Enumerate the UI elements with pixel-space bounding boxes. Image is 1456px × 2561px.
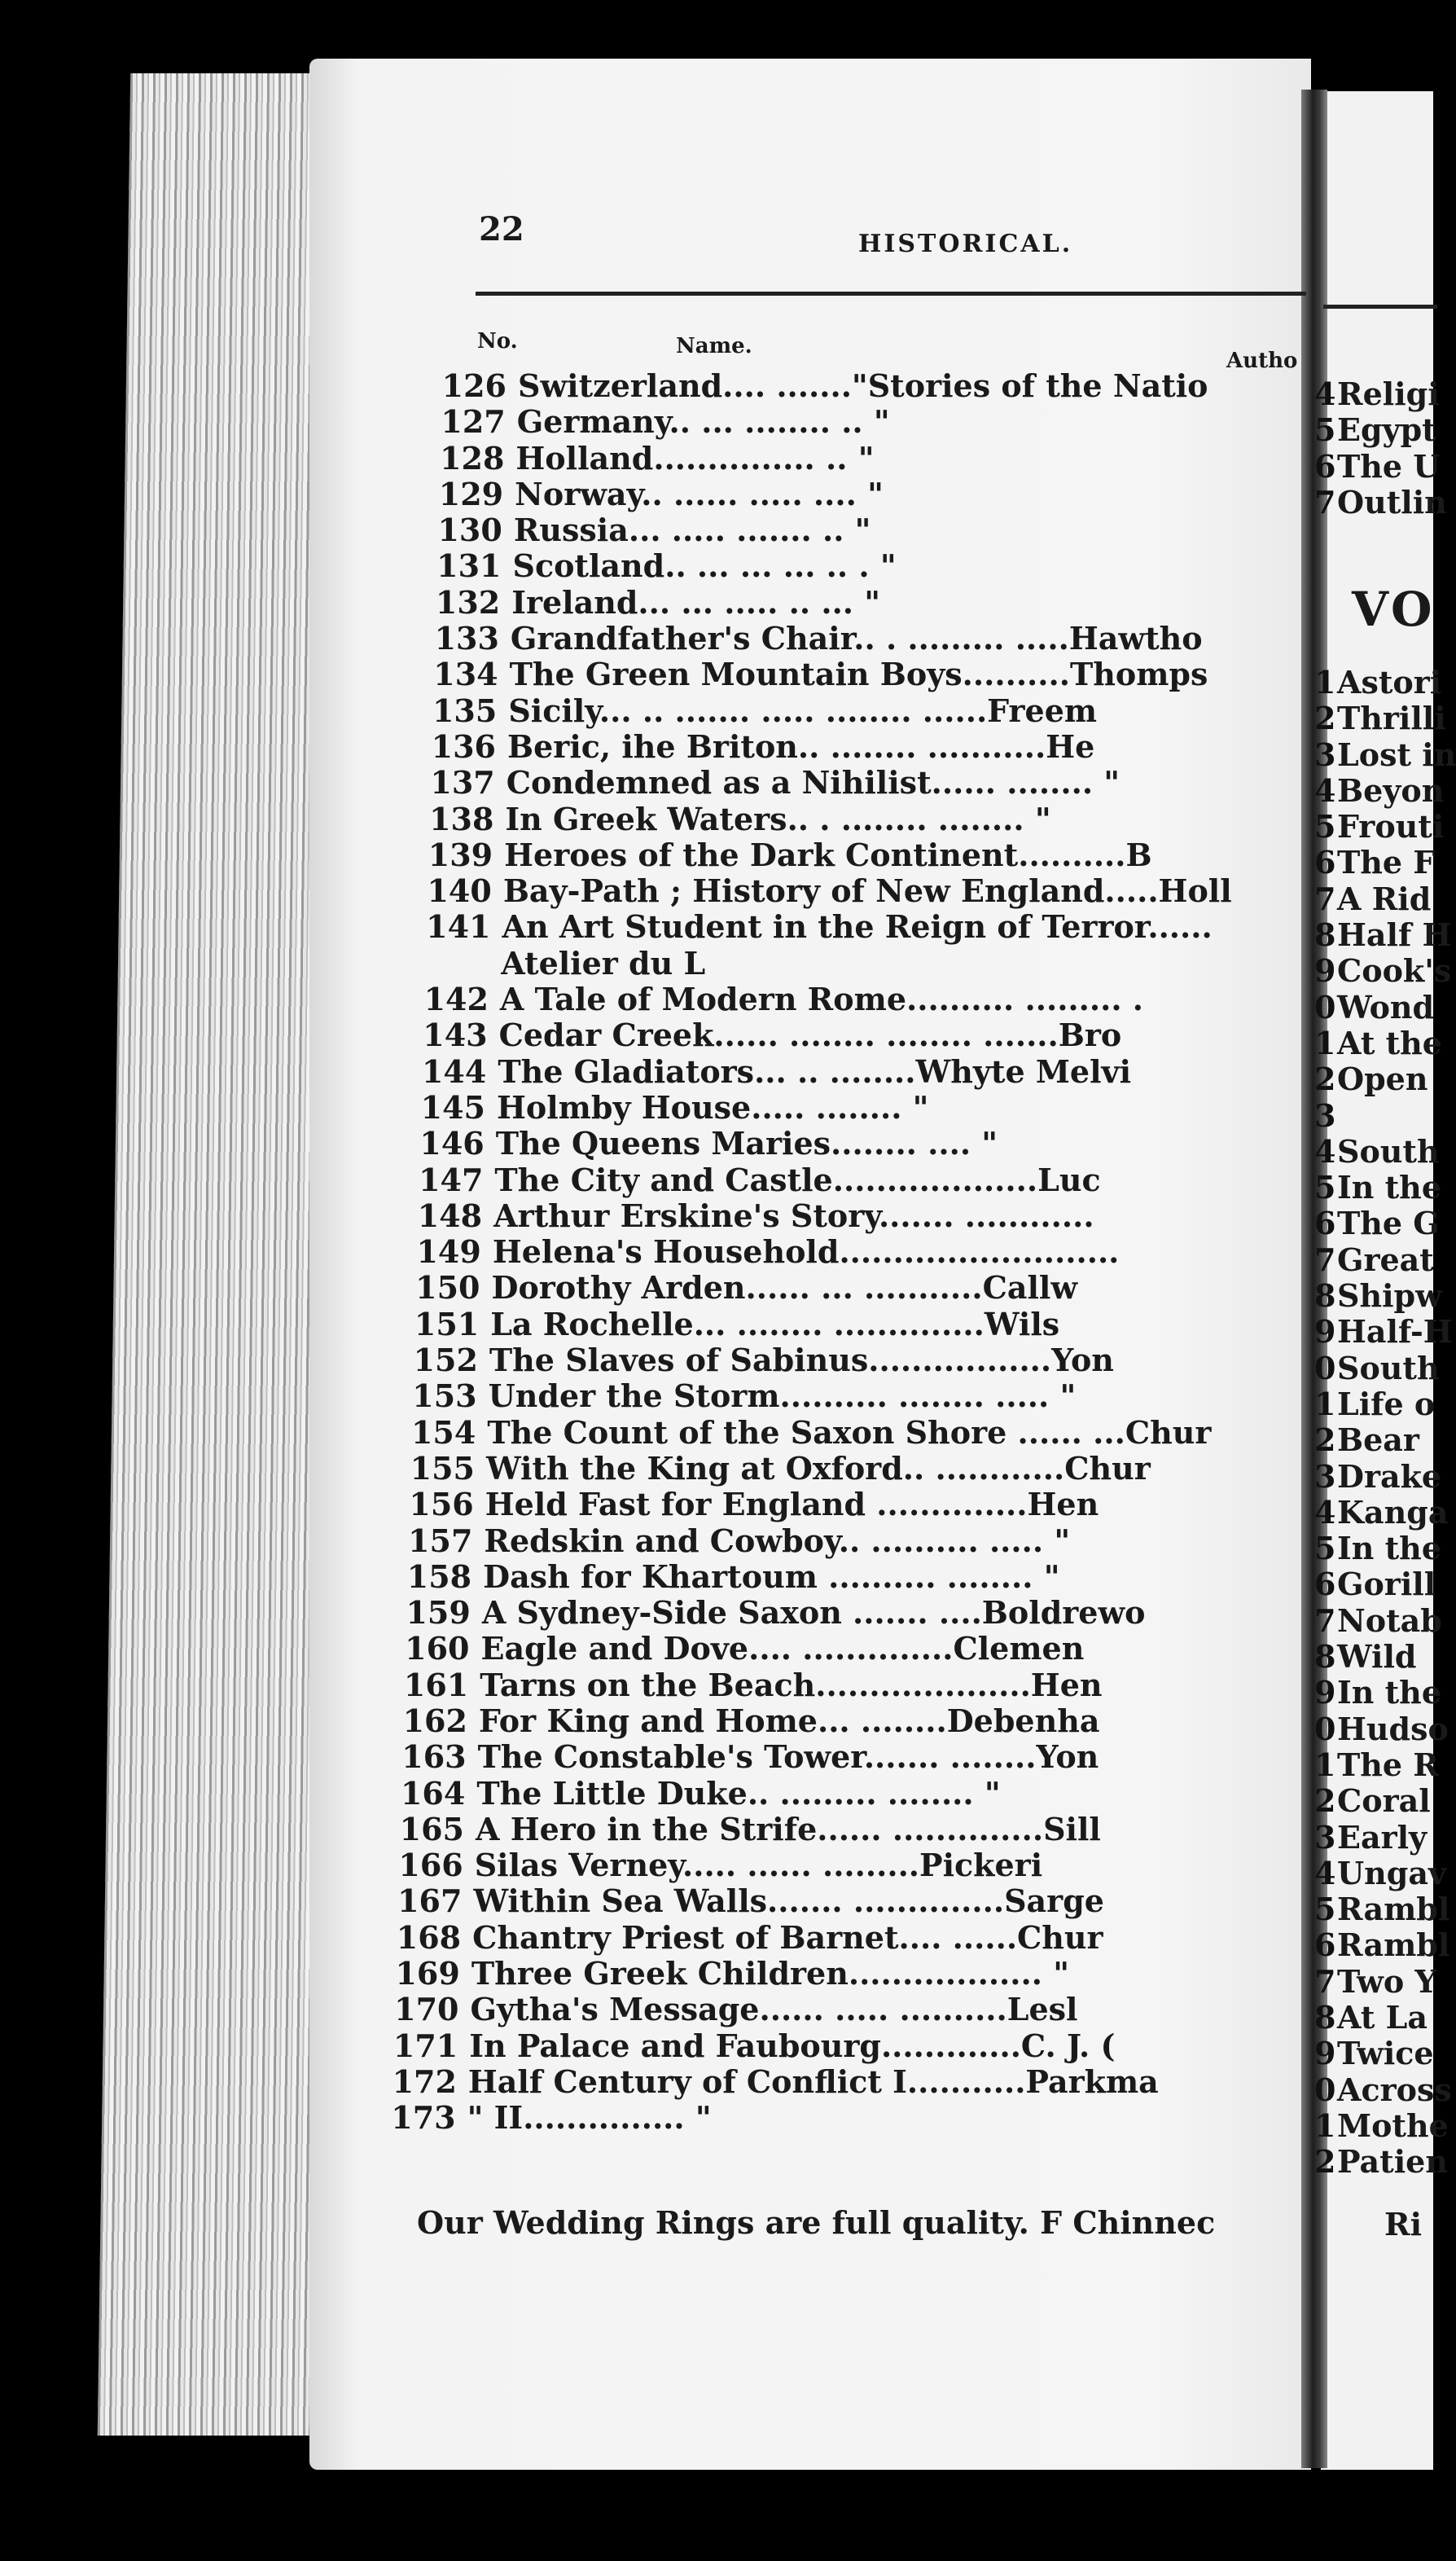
right-entry-title: Hudso — [1337, 1710, 1449, 1747]
entry-title: Helena's Household.......................... — [492, 1233, 1120, 1271]
right-page-entry — [1314, 1820, 1436, 1856]
column-header-name: Name. — [676, 334, 752, 358]
catalog-entry — [382, 1776, 1303, 1812]
catalog-entry — [392, 1451, 1303, 1487]
right-page-entry — [1314, 1530, 1441, 1567]
entry-title: The Gladiators... .. ........Whyte Melvi — [498, 1052, 1132, 1090]
catalog-entry — [410, 837, 1303, 873]
catalog-entry — [373, 2100, 1303, 2136]
right-entry-title: In the — [1337, 1530, 1441, 1567]
entry-number: 168 — [396, 1918, 462, 1956]
right-entry-number: 6 — [1314, 844, 1336, 881]
entry-number: 160 — [405, 1630, 470, 1667]
catalog-entry — [384, 1703, 1303, 1739]
right-page-entry — [1314, 1024, 1442, 1061]
catalog-entry — [385, 1667, 1303, 1703]
entry-title: Three Greek Children.................. " — [471, 1955, 1070, 1992]
entry-title: Eagle and Dove.... ..............Clemen — [480, 1630, 1085, 1667]
entry-title: Redskin and Cowboy.. .......... ..... " — [484, 1522, 1071, 1559]
entry-title: Grandfather's Chair.. . ......... .....Hawtho — [510, 620, 1203, 657]
right-entry-number: 1 — [1314, 1746, 1336, 1783]
entry-title: The Queens Maries........ .... " — [495, 1125, 998, 1162]
entry-number: 170 — [394, 1991, 459, 2028]
header-rule — [476, 292, 1306, 296]
right-entry-number: 3 — [1314, 1457, 1336, 1495]
catalog-entry — [376, 1992, 1304, 2027]
right-entry-title: Early — [1337, 1818, 1427, 1856]
right-entry-number: 9 — [1314, 1313, 1336, 1351]
entry-number: 156 — [409, 1486, 474, 1523]
right-entry-number: 5 — [1314, 1891, 1336, 1928]
right-entry-number: 2 — [1314, 1061, 1336, 1098]
catalog-entry — [419, 512, 1303, 548]
catalog-entry — [387, 1631, 1304, 1667]
right-page-entry — [1314, 664, 1442, 701]
right-entry-number: 4 — [1314, 1132, 1336, 1170]
catalog-entry — [397, 1270, 1304, 1306]
entry-title: Ireland... ... ..... .. ... " — [511, 583, 881, 621]
catalog-entry — [394, 1378, 1303, 1414]
entry-title: Germany.. ... ........ .. " — [516, 403, 890, 441]
right-entry-number: 4 — [1314, 1493, 1336, 1531]
catalog-entry — [409, 873, 1303, 909]
entry-number: 135 — [432, 692, 498, 729]
right-entry-number: 1 — [1314, 1385, 1336, 1422]
right-page-entry — [1314, 771, 1445, 809]
right-entry-title: Kanga — [1337, 1493, 1449, 1531]
right-page-entry — [1314, 916, 1452, 954]
catalog-entry — [381, 1812, 1303, 1847]
catalog-entry — [403, 1054, 1303, 1090]
right-entry-number: 8 — [1314, 1638, 1336, 1676]
catalog-entry — [384, 1739, 1303, 1775]
right-page-entry — [1314, 1854, 1447, 1891]
entry-number: 161 — [403, 1666, 469, 1703]
right-entry-title: Frouti — [1337, 808, 1445, 846]
right-entry-title: Mothe — [1337, 2106, 1449, 2144]
right-page-entry — [1314, 845, 1436, 881]
right-entry-title: Open — [1337, 1061, 1428, 1098]
entry-number: 166 — [398, 1847, 463, 1884]
entry-title: Under the Storm.......... ........ ..... " — [488, 1377, 1077, 1415]
right-entry-title: The G — [1337, 1205, 1440, 1242]
right-entry-number: 3 — [1314, 1096, 1336, 1134]
entry-number: 153 — [412, 1377, 477, 1415]
catalog-entry — [419, 548, 1304, 584]
catalog-entry-list — [391, 367, 1303, 2137]
catalog-entry — [421, 441, 1303, 477]
right-page-entry-list-top — [1314, 376, 1447, 521]
entry-title: Tarns on the Beach....................Hen — [480, 1666, 1103, 1703]
right-entry-title: Astori — [1337, 664, 1442, 701]
right-page-entry — [1314, 1132, 1440, 1170]
right-entry-number: 9 — [1314, 2035, 1336, 2072]
right-entry-number: 0 — [1314, 2071, 1336, 2108]
catalog-entry — [416, 621, 1303, 657]
right-page-entry — [1314, 1639, 1436, 1675]
catalog-entry — [378, 1920, 1303, 1956]
catalog-entry — [412, 765, 1303, 801]
right-entry-title: Thrilli — [1337, 700, 1446, 737]
column-header-author: Autho — [1226, 349, 1298, 373]
right-page-entry — [1314, 1422, 1436, 1458]
catalog-entry — [415, 657, 1303, 692]
entry-title: Dash for Khartoum .......... ........ " — [483, 1557, 1060, 1595]
right-page-entry — [1314, 881, 1436, 917]
right-entry-title: Half-H — [1337, 1313, 1453, 1351]
catalog-entry — [375, 2028, 1303, 2064]
right-entry-title: In the — [1337, 1674, 1441, 1711]
right-entry-number: 7 — [1314, 880, 1336, 917]
right-entry-number: 2 — [1314, 1421, 1336, 1459]
right-page-entry — [1314, 1169, 1441, 1206]
entry-number: 130 — [437, 512, 502, 549]
right-entry-number: 4 — [1314, 771, 1336, 809]
catalog-entry — [410, 802, 1303, 837]
right-entry-title: Gorill — [1337, 1566, 1436, 1603]
right-page-entry — [1314, 1277, 1442, 1315]
entry-title: Switzerland.... ......."Stories of the Natio — [518, 367, 1208, 404]
right-page-entry — [1314, 1313, 1453, 1351]
entry-title: Scotland.. ... ... ... .. . " — [512, 547, 897, 585]
right-entry-title: At the — [1337, 1024, 1442, 1061]
catalog-entry — [408, 909, 1304, 945]
entry-title: Norway.. ...... ..... .... " — [515, 475, 884, 512]
right-page-entry — [1314, 736, 1456, 773]
catalog-entry — [406, 982, 1303, 1017]
entry-title: Sicily... .. ....... ..... ........ ......Freem — [508, 692, 1098, 729]
entry-number: 164 — [400, 1774, 466, 1812]
right-entry-title: Coral — [1337, 1782, 1431, 1820]
entry-title: Silas Verney..... ...... .........Pickeri — [474, 1847, 1043, 1884]
right-entry-title: At La — [1337, 1998, 1427, 2036]
right-page-entry — [1314, 1098, 1436, 1134]
right-entry-number: 1 — [1314, 1024, 1336, 1061]
right-entry-number: 7 — [1314, 1601, 1336, 1639]
entry-title: Beric, ihe Briton.. ........ ...........He — [507, 727, 1095, 765]
right-page-entry — [1314, 2036, 1436, 2071]
entry-title: A Hero in the Strife...... ..............Sill — [476, 1810, 1101, 1847]
catalog-entry — [413, 729, 1303, 765]
entry-title: Holland............... .. " — [515, 439, 875, 477]
entry-title: With the King at Oxford.. ............Chur — [486, 1449, 1151, 1487]
right-entry-number: 0 — [1314, 1710, 1336, 1747]
entry-number: 134 — [433, 656, 498, 693]
entry-number: 138 — [429, 800, 494, 837]
right-entry-title: Ungav — [1337, 1854, 1447, 1891]
right-entry-number: 7 — [1314, 483, 1336, 521]
right-entry-number: 1 — [1314, 664, 1336, 701]
right-page-entry — [1314, 1891, 1450, 1928]
catalog-entry — [389, 1523, 1303, 1559]
right-page-entry — [1314, 1601, 1442, 1639]
catalog-entry — [399, 1198, 1303, 1234]
right-entry-number: 2 — [1314, 1782, 1336, 1820]
right-page-entry — [1314, 1457, 1442, 1495]
right-entry-title: The U — [1337, 447, 1441, 485]
catalog-entry — [402, 1090, 1303, 1126]
entry-title: Within Sea Walls....... ..............Sarge — [473, 1882, 1104, 1920]
entry-number: 128 — [440, 439, 505, 477]
right-page-entry — [1314, 1674, 1441, 1711]
right-entry-number: 2 — [1314, 2143, 1336, 2181]
entry-number: 159 — [406, 1594, 471, 1632]
catalog-entry — [395, 1342, 1303, 1378]
right-entry-number: 6 — [1314, 1926, 1336, 1964]
entry-title: La Rochelle... ........ ..............Wils — [490, 1305, 1060, 1342]
right-entry-title: Half H — [1337, 916, 1452, 954]
entry-number: 149 — [416, 1233, 481, 1271]
catalog-entry — [398, 1234, 1303, 1270]
entry-title: An Art Student in the Reign of Terror...... — [502, 908, 1213, 946]
entry-number: 158 — [406, 1557, 472, 1595]
page-number: 22 — [479, 210, 524, 248]
entry-number: 150 — [415, 1269, 480, 1307]
right-entry-number: 9 — [1314, 952, 1336, 990]
right-entry-title: Bear — [1337, 1421, 1419, 1459]
footer-advertisement: Our Wedding Rings are full quality. F Chinnec — [417, 2204, 1216, 2241]
right-entry-number: 9 — [1314, 1674, 1336, 1711]
right-page-entry — [1314, 1746, 1439, 1783]
entry-number: 136 — [431, 727, 496, 765]
right-entry-number: 3 — [1314, 1818, 1336, 1856]
entry-title: The Slaves of Sabinus.................Yon — [489, 1342, 1114, 1379]
right-entry-number: 1 — [1314, 2106, 1336, 2144]
right-page-entry — [1314, 447, 1441, 485]
entry-title: Cedar Creek...... ........ ........ .......Bro — [498, 1017, 1122, 1054]
right-page-entry — [1314, 1242, 1436, 1278]
right-page-entry — [1314, 412, 1436, 448]
entry-title: Heroes of the Dark Continent..........B — [504, 836, 1152, 873]
entry-number: 173 — [391, 2099, 456, 2137]
catalog-entry — [405, 1017, 1303, 1053]
right-page-entry — [1314, 1493, 1449, 1531]
catalog-entry — [423, 368, 1303, 404]
catalog-entry — [377, 1956, 1303, 1992]
right-entry-number: 8 — [1314, 1277, 1336, 1315]
catalog-entry — [374, 2064, 1303, 2100]
right-page-entry — [1314, 483, 1447, 521]
right-page-entry — [1314, 952, 1452, 990]
entry-title: A Tale of Modern Rome.......... ......... . — [499, 981, 1144, 1018]
catalog-entry — [406, 946, 1303, 982]
entry-number: 142 — [423, 981, 489, 1018]
right-page-footer: Ri — [1384, 2206, 1423, 2243]
entry-number: 148 — [417, 1197, 483, 1234]
column-header-no: No. — [477, 329, 518, 354]
right-entry-title: The R — [1337, 1746, 1439, 1783]
entry-number: 152 — [413, 1342, 478, 1379]
entry-title: Chantry Priest of Barnet.... ......Chur — [472, 1918, 1103, 1956]
entry-number: 154 — [410, 1413, 476, 1451]
running-head: HISTORICAL. — [858, 230, 1073, 258]
right-entry-number: 8 — [1314, 916, 1336, 954]
right-entry-title: Notab — [1337, 1601, 1442, 1639]
right-entry-title: Patien — [1337, 2143, 1448, 2181]
right-page-entry — [1314, 1386, 1436, 1422]
right-entry-number: 6 — [1314, 447, 1336, 485]
right-entry-title: Across — [1337, 2071, 1452, 2108]
right-entry-number: 5 — [1314, 808, 1336, 846]
entry-title: A Sydney-Side Saxon ....... ....Boldrewo — [481, 1594, 1146, 1632]
right-entry-number: 6 — [1314, 1566, 1336, 1603]
entry-title: Bay-Path ; History of New England.....Holl — [502, 872, 1232, 910]
entry-number: 162 — [402, 1702, 467, 1739]
right-page-entry — [1314, 1349, 1440, 1386]
right-page-entry — [1314, 1964, 1436, 2000]
entry-number: 139 — [428, 836, 493, 873]
right-entry-number: 5 — [1314, 1530, 1336, 1567]
catalog-entry — [391, 1487, 1303, 1522]
right-entry-title: Twice — [1337, 2035, 1434, 2072]
right-entry-title: The F — [1337, 844, 1436, 881]
entry-title: The City and Castle...................Luc — [494, 1161, 1101, 1198]
right-entry-number: 6 — [1314, 1205, 1336, 1242]
entry-number: 165 — [399, 1810, 464, 1847]
entry-title: Atelier du L — [501, 944, 706, 982]
right-entry-number: 2 — [1314, 700, 1336, 737]
entry-title: For King and Home... ........Debenha — [478, 1702, 1100, 1739]
right-entry-number: 8 — [1314, 1998, 1336, 2036]
catalog-entry — [396, 1307, 1303, 1342]
entry-title: " II............... " — [467, 2099, 712, 2137]
catalog-entry — [388, 1559, 1303, 1595]
right-page-entry — [1314, 808, 1445, 846]
entry-number: 133 — [434, 620, 499, 657]
entry-title: In Greek Waters.. . ........ ........ " — [505, 800, 1051, 837]
right-page-entry-list — [1314, 664, 1456, 2181]
right-entry-number: 5 — [1314, 1169, 1336, 1206]
entry-title: Half Century of Conflict I...........Parkma — [467, 2062, 1159, 2100]
right-entry-title: Drake — [1337, 1457, 1442, 1495]
right-page-entry — [1314, 2143, 1448, 2181]
entry-number: 151 — [414, 1305, 480, 1342]
right-entry-title: Rambl — [1337, 1926, 1450, 1964]
right-page-entry — [1314, 1710, 1449, 1747]
catalog-entry — [380, 1847, 1303, 1883]
right-entry-title: Wild — [1337, 1638, 1417, 1676]
entry-title: Gytha's Message...... ..... ..........Lesl — [470, 1991, 1078, 2028]
right-entry-title: Wond — [1337, 988, 1435, 1026]
book-page-edges — [98, 73, 342, 2436]
right-entry-title: South — [1337, 1349, 1440, 1386]
entry-number: 129 — [438, 475, 504, 512]
catalog-entry — [420, 477, 1303, 512]
right-page-entry — [1314, 376, 1440, 412]
entry-number: 163 — [401, 1738, 467, 1776]
right-page-entry — [1314, 1061, 1436, 1097]
right-entry-number: 7 — [1314, 1241, 1336, 1278]
entry-title: Held Fast for England ..............Hen — [485, 1486, 1099, 1523]
right-entry-title: Life o — [1337, 1385, 1436, 1422]
entry-number: 157 — [408, 1522, 473, 1559]
right-page-entry — [1314, 2106, 1449, 2144]
catalog-entry — [400, 1162, 1303, 1198]
entry-number: 126 — [441, 367, 507, 404]
catalog-entry — [401, 1126, 1303, 1162]
right-entry-title: Two Y — [1337, 1962, 1437, 2000]
entry-number: 146 — [419, 1125, 485, 1162]
right-page-entry — [1314, 1205, 1440, 1242]
right-entry-number: 7 — [1314, 1962, 1336, 2000]
entry-number: 144 — [421, 1052, 487, 1090]
entry-number: 132 — [435, 583, 501, 621]
entry-title: Holmby House..... ........ " — [497, 1088, 929, 1126]
entry-title: The Green Mountain Boys..........Thomps — [509, 656, 1208, 693]
right-entry-title: Religi — [1337, 376, 1440, 412]
right-entry-title: Egypt — [1337, 411, 1436, 449]
entry-title: The Count of the Saxon Shore ...... ...Chur — [487, 1413, 1212, 1451]
entry-number: 172 — [392, 2062, 457, 2100]
entry-number: 147 — [419, 1161, 484, 1198]
entry-number: 137 — [430, 764, 495, 802]
right-page-rule — [1323, 305, 1437, 309]
entry-number: 127 — [441, 403, 506, 441]
entry-number: 145 — [420, 1088, 485, 1126]
catalog-entry — [417, 585, 1303, 621]
right-page-entry — [1314, 700, 1446, 737]
right-page-entry — [1314, 1926, 1450, 1964]
catalog-entry — [423, 404, 1303, 440]
entry-number: 131 — [436, 547, 502, 585]
right-entry-number: 0 — [1314, 988, 1336, 1026]
right-page-entry — [1314, 2000, 1436, 2036]
entry-number: 167 — [397, 1882, 463, 1920]
entry-title: In Palace and Faubourg.............C. J. ( — [469, 2027, 1116, 2064]
right-page-entry — [1314, 990, 1436, 1026]
catalog-entry — [388, 1595, 1303, 1631]
catalog-entry — [393, 1415, 1303, 1451]
right-entry-title: Outlin — [1337, 483, 1447, 521]
right-entry-title: Rambl — [1337, 1891, 1450, 1928]
entry-number: 140 — [427, 872, 492, 910]
entry-title: Russia... ..... ....... .. " — [513, 512, 871, 549]
entry-number: 141 — [426, 908, 491, 946]
entry-title: The Little Duke.. ......... ........ " — [476, 1774, 1001, 1812]
catalog-entry — [414, 693, 1303, 729]
right-entry-number: 5 — [1314, 411, 1336, 449]
right-entry-title: Shipw — [1337, 1277, 1442, 1315]
right-entry-title: In the — [1337, 1169, 1441, 1206]
entry-title: Arthur Erskine's Story....... ............ — [493, 1197, 1094, 1234]
right-entry-number: 4 — [1314, 1854, 1336, 1891]
entry-number: 143 — [423, 1017, 488, 1054]
entry-number: 171 — [393, 2027, 458, 2064]
entry-number: 155 — [410, 1449, 475, 1487]
right-page-entry — [1314, 1783, 1436, 1819]
right-page-heading: VO — [1352, 582, 1436, 637]
right-entry-number: 3 — [1314, 736, 1336, 773]
right-entry-title: Lost in — [1337, 736, 1456, 773]
right-entry-title: Beyon — [1337, 771, 1445, 809]
entry-title: The Constable's Tower....... ........Yon — [477, 1738, 1099, 1776]
right-page-entry — [1314, 2071, 1452, 2108]
entry-title: Dorothy Arden...... ... ...........Callw — [491, 1269, 1078, 1307]
catalog-entry — [379, 1883, 1303, 1919]
entry-number: 169 — [395, 1955, 460, 1992]
right-entry-title: Cook's — [1337, 952, 1452, 990]
right-entry-number: 4 — [1314, 376, 1336, 412]
right-entry-title: A Rid — [1337, 880, 1432, 917]
right-entry-title: Great — [1337, 1241, 1434, 1278]
right-page-entry — [1314, 1566, 1436, 1602]
right-entry-title: South — [1337, 1132, 1440, 1170]
entry-title: Condemned as a Nihilist...... ........ " — [506, 764, 1121, 802]
right-entry-number: 0 — [1314, 1349, 1336, 1386]
